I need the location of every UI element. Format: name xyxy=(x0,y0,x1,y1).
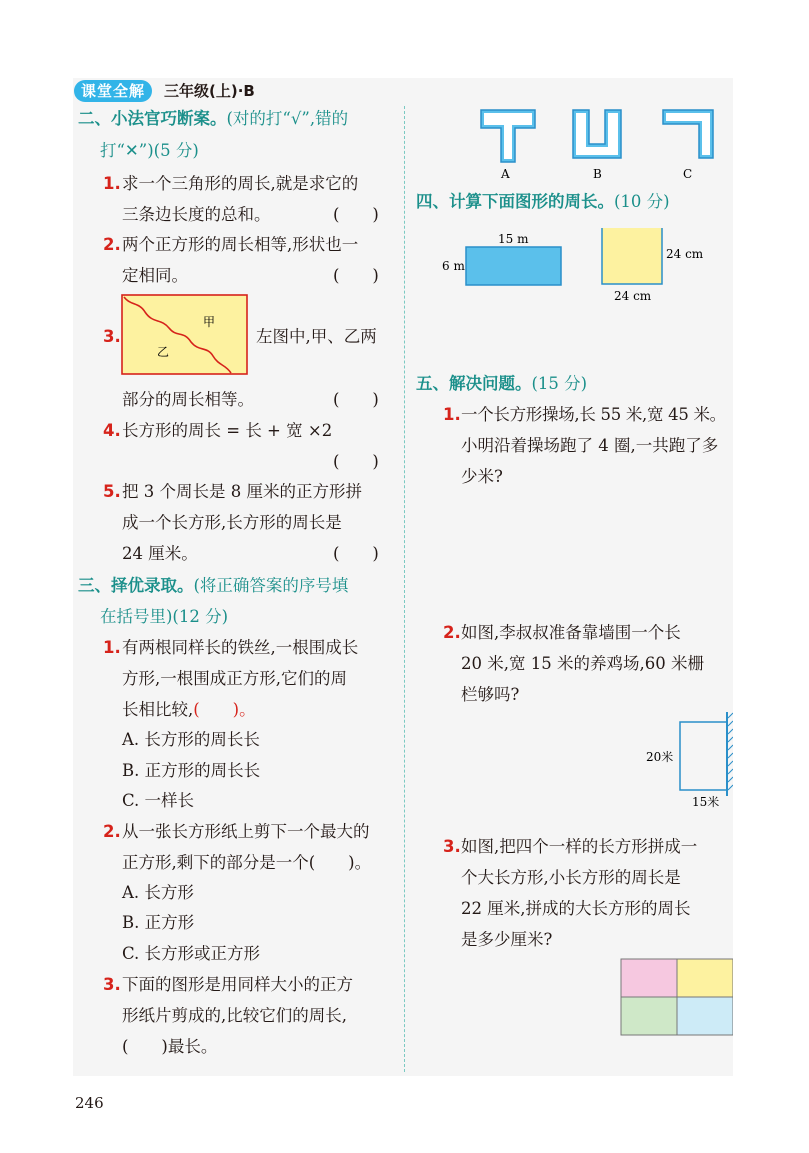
question-text: 个大长方形,小长方形的周长是 xyxy=(461,868,681,887)
question-number: 1. xyxy=(103,174,121,193)
section-2-title: 二、小法官巧断案。(对的打“√”,错的 xyxy=(78,109,349,128)
header-badge: 课堂全解 xyxy=(74,80,152,102)
answer-blank[interactable]: ( ) xyxy=(333,205,379,224)
question-text: 左图中,甲、乙两 xyxy=(256,327,377,346)
option[interactable]: C. 长方形或正方形 xyxy=(122,944,261,963)
question-text: 定相同。 xyxy=(122,266,188,285)
question-text: 正方形,剩下的部分是一个( )。 xyxy=(122,853,372,872)
question-text: 如图,把四个一样的长方形拼成一 xyxy=(461,837,698,856)
section-3-note: 在括号里)(12 分) xyxy=(100,607,229,626)
square-24 xyxy=(602,228,662,284)
page-number: 246 xyxy=(75,1094,104,1112)
question-number: 3. xyxy=(103,327,121,346)
square-side-label-right: 24 cm xyxy=(666,247,704,261)
jia-yi-figure xyxy=(121,294,249,376)
four-rectangles-figure xyxy=(620,958,733,1036)
header-grade: 三年级(上)·B xyxy=(164,82,255,100)
question-text: ( )最长。 xyxy=(122,1037,218,1056)
column-divider xyxy=(404,106,405,1072)
shape-label-a: A xyxy=(501,167,510,181)
question-text: 从一张长方形纸上剪下一个最大的 xyxy=(122,822,370,841)
shape-label-c: C xyxy=(683,167,693,181)
section-3-title: 三、择优录取。(将正确答案的序号填 xyxy=(78,576,349,595)
question-text: 两个正方形的周长相等,形状也一 xyxy=(122,235,359,254)
question-text: 24 厘米。 xyxy=(122,544,198,563)
question-text: 少米? xyxy=(461,467,503,486)
section-5-title: 五、解决问题。(15 分) xyxy=(416,374,588,393)
answer-blank[interactable]: ( ) xyxy=(333,390,379,409)
label-20m: 20米 xyxy=(646,750,674,764)
question-text: 成一个长方形,长方形的周长是 xyxy=(122,513,342,532)
question-number: 3. xyxy=(443,837,461,856)
option[interactable]: A. 长方形的周长长 xyxy=(122,730,260,749)
option[interactable]: A. 长方形 xyxy=(122,883,194,902)
question-number: 5. xyxy=(103,482,121,501)
square-side-label-bottom: 24 cm xyxy=(614,289,652,303)
answer-blank[interactable]: ( ) xyxy=(333,544,379,563)
shapes-abc xyxy=(475,104,725,186)
shape-label-b: B xyxy=(593,167,602,181)
option[interactable]: B. 正方形 xyxy=(122,913,195,932)
label-15m: 15米 xyxy=(692,795,720,809)
question-number: 2. xyxy=(443,623,461,642)
question-text: 长相比较,( )。 xyxy=(122,700,256,719)
rectangle-6x15 xyxy=(466,247,561,285)
question-text: 一个长方形操场,长 55 米,宽 45 米。 xyxy=(461,405,726,424)
question-text: 22 厘米,拼成的大长方形的周长 xyxy=(461,899,691,918)
question-number: 4. xyxy=(103,421,121,440)
question-text: 把 3 个周长是 8 厘米的正方形拼 xyxy=(122,482,362,501)
question-text: 下面的图形是用同样大小的正方 xyxy=(122,975,353,994)
question-text: 求一个三角形的周长,就是求它的 xyxy=(122,174,359,193)
label-yi: 乙 xyxy=(157,345,170,359)
rect-width-label: 6 m xyxy=(442,259,465,273)
option[interactable]: B. 正方形的周长长 xyxy=(122,761,261,780)
perimeter-figures xyxy=(436,228,726,308)
question-text: 长方形的周长 = 长 + 宽 ×2 xyxy=(122,421,333,440)
question-number: 1. xyxy=(443,405,461,424)
question-number: 2. xyxy=(103,822,121,841)
rect-length-label: 15 m xyxy=(498,232,529,246)
question-text: 栏够吗? xyxy=(461,685,520,704)
question-text: 方形,一根围成正方形,它们的周 xyxy=(122,669,347,688)
question-text: 小明沿着操场跑了 4 圈,一共跑了多 xyxy=(461,436,719,455)
fence xyxy=(680,722,726,790)
question-number: 2. xyxy=(103,235,121,254)
answer-blank[interactable]: ( ) xyxy=(193,700,240,719)
section-4-title: 四、计算下面图形的周长。(10 分) xyxy=(416,192,670,211)
section-2-note: 打“✕”)(5 分) xyxy=(100,141,199,160)
option[interactable]: C. 一样长 xyxy=(122,791,195,810)
chicken-farm-figure xyxy=(640,710,733,810)
label-jia: 甲 xyxy=(203,315,216,329)
question-text: 20 米,宽 15 米的养鸡场,60 米栅 xyxy=(461,654,704,673)
question-number: 1. xyxy=(103,638,121,657)
answer-blank[interactable]: ( ) xyxy=(333,266,379,285)
question-text: 部分的周长相等。 xyxy=(122,390,254,409)
question-text: 有两根同样长的铁丝,一根围成长 xyxy=(122,638,359,657)
question-number: 3. xyxy=(103,975,121,994)
question-text: 是多少厘米? xyxy=(461,930,553,949)
answer-blank[interactable]: ( ) xyxy=(333,452,379,471)
question-text: 三条边长度的总和。 xyxy=(122,205,271,224)
question-text: 形纸片剪成的,比较它们的周长, xyxy=(122,1006,347,1025)
question-text: 如图,李叔叔准备靠墙围一个长 xyxy=(461,623,681,642)
